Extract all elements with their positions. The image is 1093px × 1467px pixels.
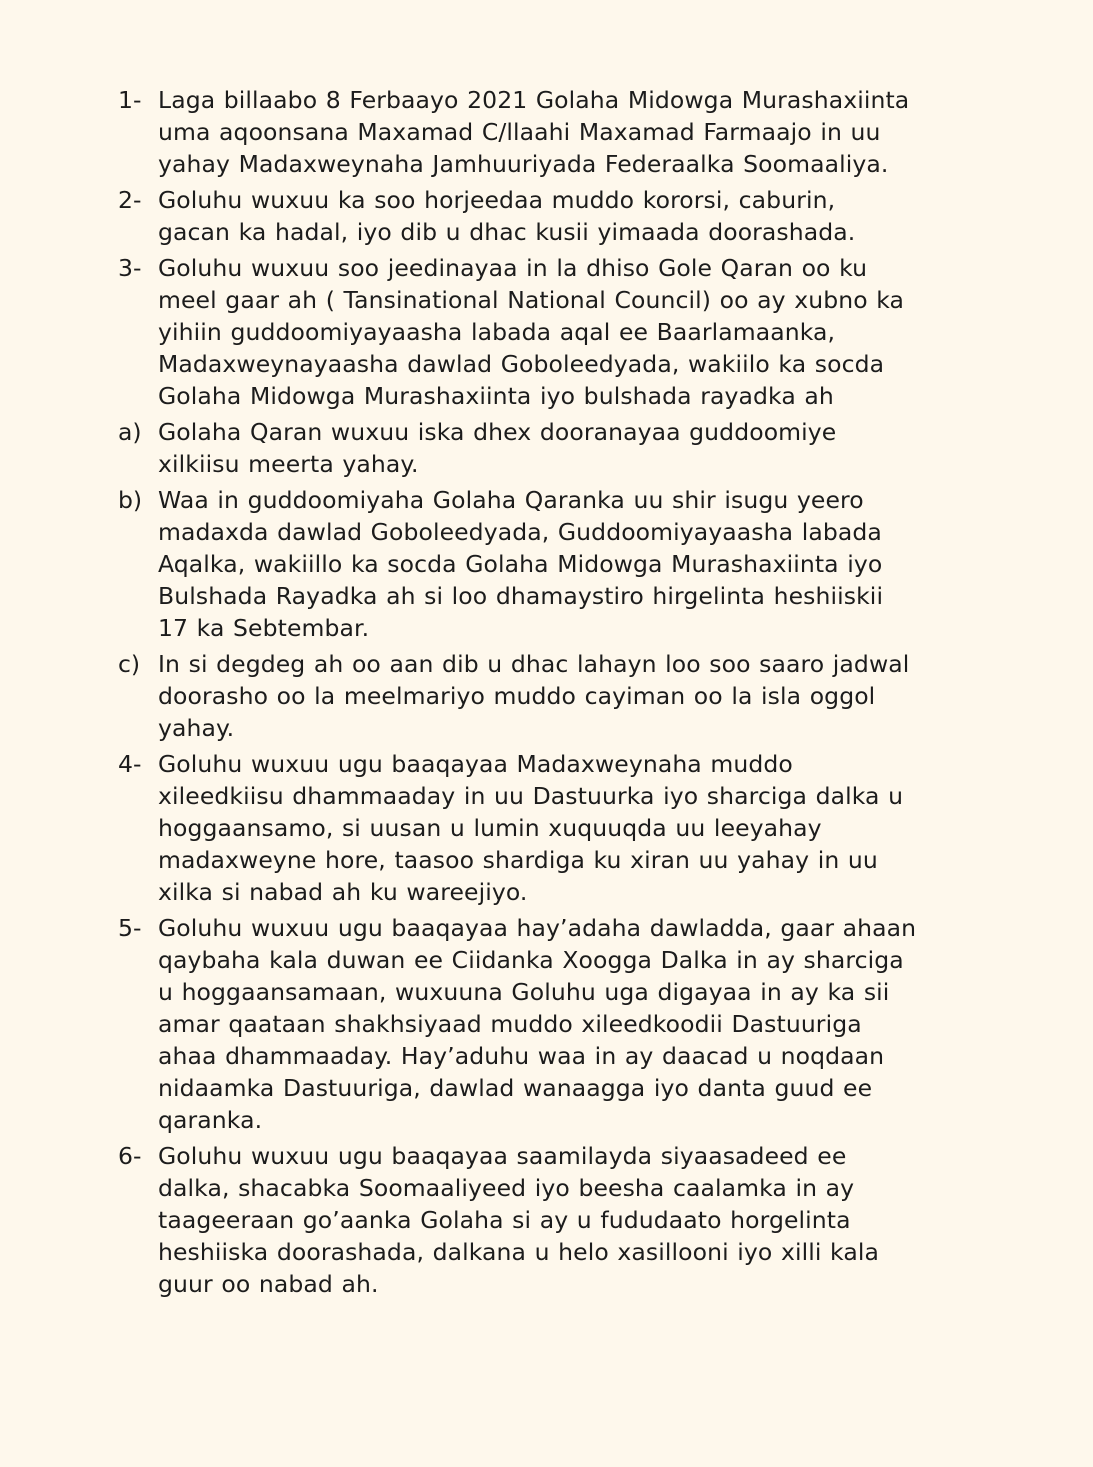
item-marker: 3- <box>118 254 142 282</box>
item-marker: 6- <box>118 1142 142 1170</box>
item-marker: 5- <box>118 914 142 942</box>
list-item <box>118 84 1018 180</box>
list-item <box>118 748 1018 908</box>
item-text: Goluhu wuxuu ugu baaqayaa saamilayda siyaasadeed ee dalka, shacabka Soomaaliyeed iyo beesha caalamka in ay taageeraan go’aanka Golaha si ay u fududaato horgelinta heshiiska doorashada, dalkana u helo xasillooni iyo xilli kala guur oo nabad ah. <box>158 1142 879 1298</box>
item-text: Golaha Qaran wuxuu iska dhex dooranayaa guddoomiye xilkiisu meerta yahay. <box>158 418 837 478</box>
item-text: Goluhu wuxuu soo jeedinayaa in la dhiso Gole Qaran oo ku meel gaar ah ( Tansinational National Council) oo ay xubno ka yihiin guddoomiyayaasha labada aqal ee Baarlamaanka, Madaxweynayaasha dawlad Goboleedyada, wakiilo ka socda Golaha Midowga Murashaxiinta iyo bulshada rayadka ah <box>158 254 905 410</box>
item-marker: 4- <box>118 750 142 778</box>
item-text: Goluhu wuxuu ka soo horjeedaa muddo kororsi, caburin, gacan ka hadal, iyo dib u dhac kusii yimaada doorashada. <box>158 186 856 246</box>
item-text: Goluhu wuxuu ugu baaqayaa Madaxweynaha muddo xileedkiisu dhammaaday in uu Dastuurka iyo sharciga dalka u hoggaansamo, si uusan u lumin xuquuqda uu leeyahay madaxweyne hore, taasoo shardiga ku xiran uu yahay in uu xilka si nabad ah ku wareejiyo. <box>158 750 904 906</box>
item-text: Goluhu wuxuu ugu baaqayaa hay’adaha dawladda, gaar ahaan qaybaha kala duwan ee Ciidanka Xoogga Dalka in ay sharciga u hoggaansamaan, wuxuuna Goluhu uga digayaa in ay ka sii amar qaataan shakhsiyaad muddo xileedkoodii Dastuuriga ahaa dhammaaday. Hay’aduhu waa in ay daacad u noqdaan nidaamka Dastuuriga, dawlad wanaagga iyo danta guud ee qaranka. <box>158 914 917 1134</box>
item-marker: 2- <box>118 186 142 214</box>
list-item <box>118 912 1018 1136</box>
list-item <box>118 416 1018 480</box>
item-marker: a) <box>118 418 142 446</box>
list-item <box>118 648 1018 744</box>
list-item <box>118 252 1018 412</box>
list-item <box>118 484 1018 644</box>
list-item <box>118 184 1018 248</box>
item-text: In si degdeg ah oo aan dib u dhac lahayn loo soo saaro jadwal doorasho oo la meelmariyo muddo cayiman oo la isla oggol yahay. <box>158 650 910 742</box>
item-text: Laga billaabo 8 Ferbaayo 2021 Golaha Midowga Murashaxiinta uma aqoonsana Maxamad C/llaahi Maxamad Farmaajo in uu yahay Madaxweynaha Jamhuuriyada Federaalka Soomaaliya. <box>158 86 910 178</box>
item-marker: c) <box>118 650 141 678</box>
resolution-list <box>118 84 1018 1304</box>
list-item <box>118 1140 1018 1300</box>
item-text: Waa in guddoomiyaha Golaha Qaranka uu shir isugu yeero madaxda dawlad Goboleedyada, Guddoomiyayaasha labada Aqalka, wakiillo ka socda Golaha Midowga Murashaxiinta iyo Bulshada Rayadka ah si loo dhamaystiro hirgelinta heshiiskii 17 ka Sebtembar. <box>158 486 884 642</box>
item-marker: 1- <box>118 86 142 114</box>
item-marker: b) <box>118 486 143 514</box>
